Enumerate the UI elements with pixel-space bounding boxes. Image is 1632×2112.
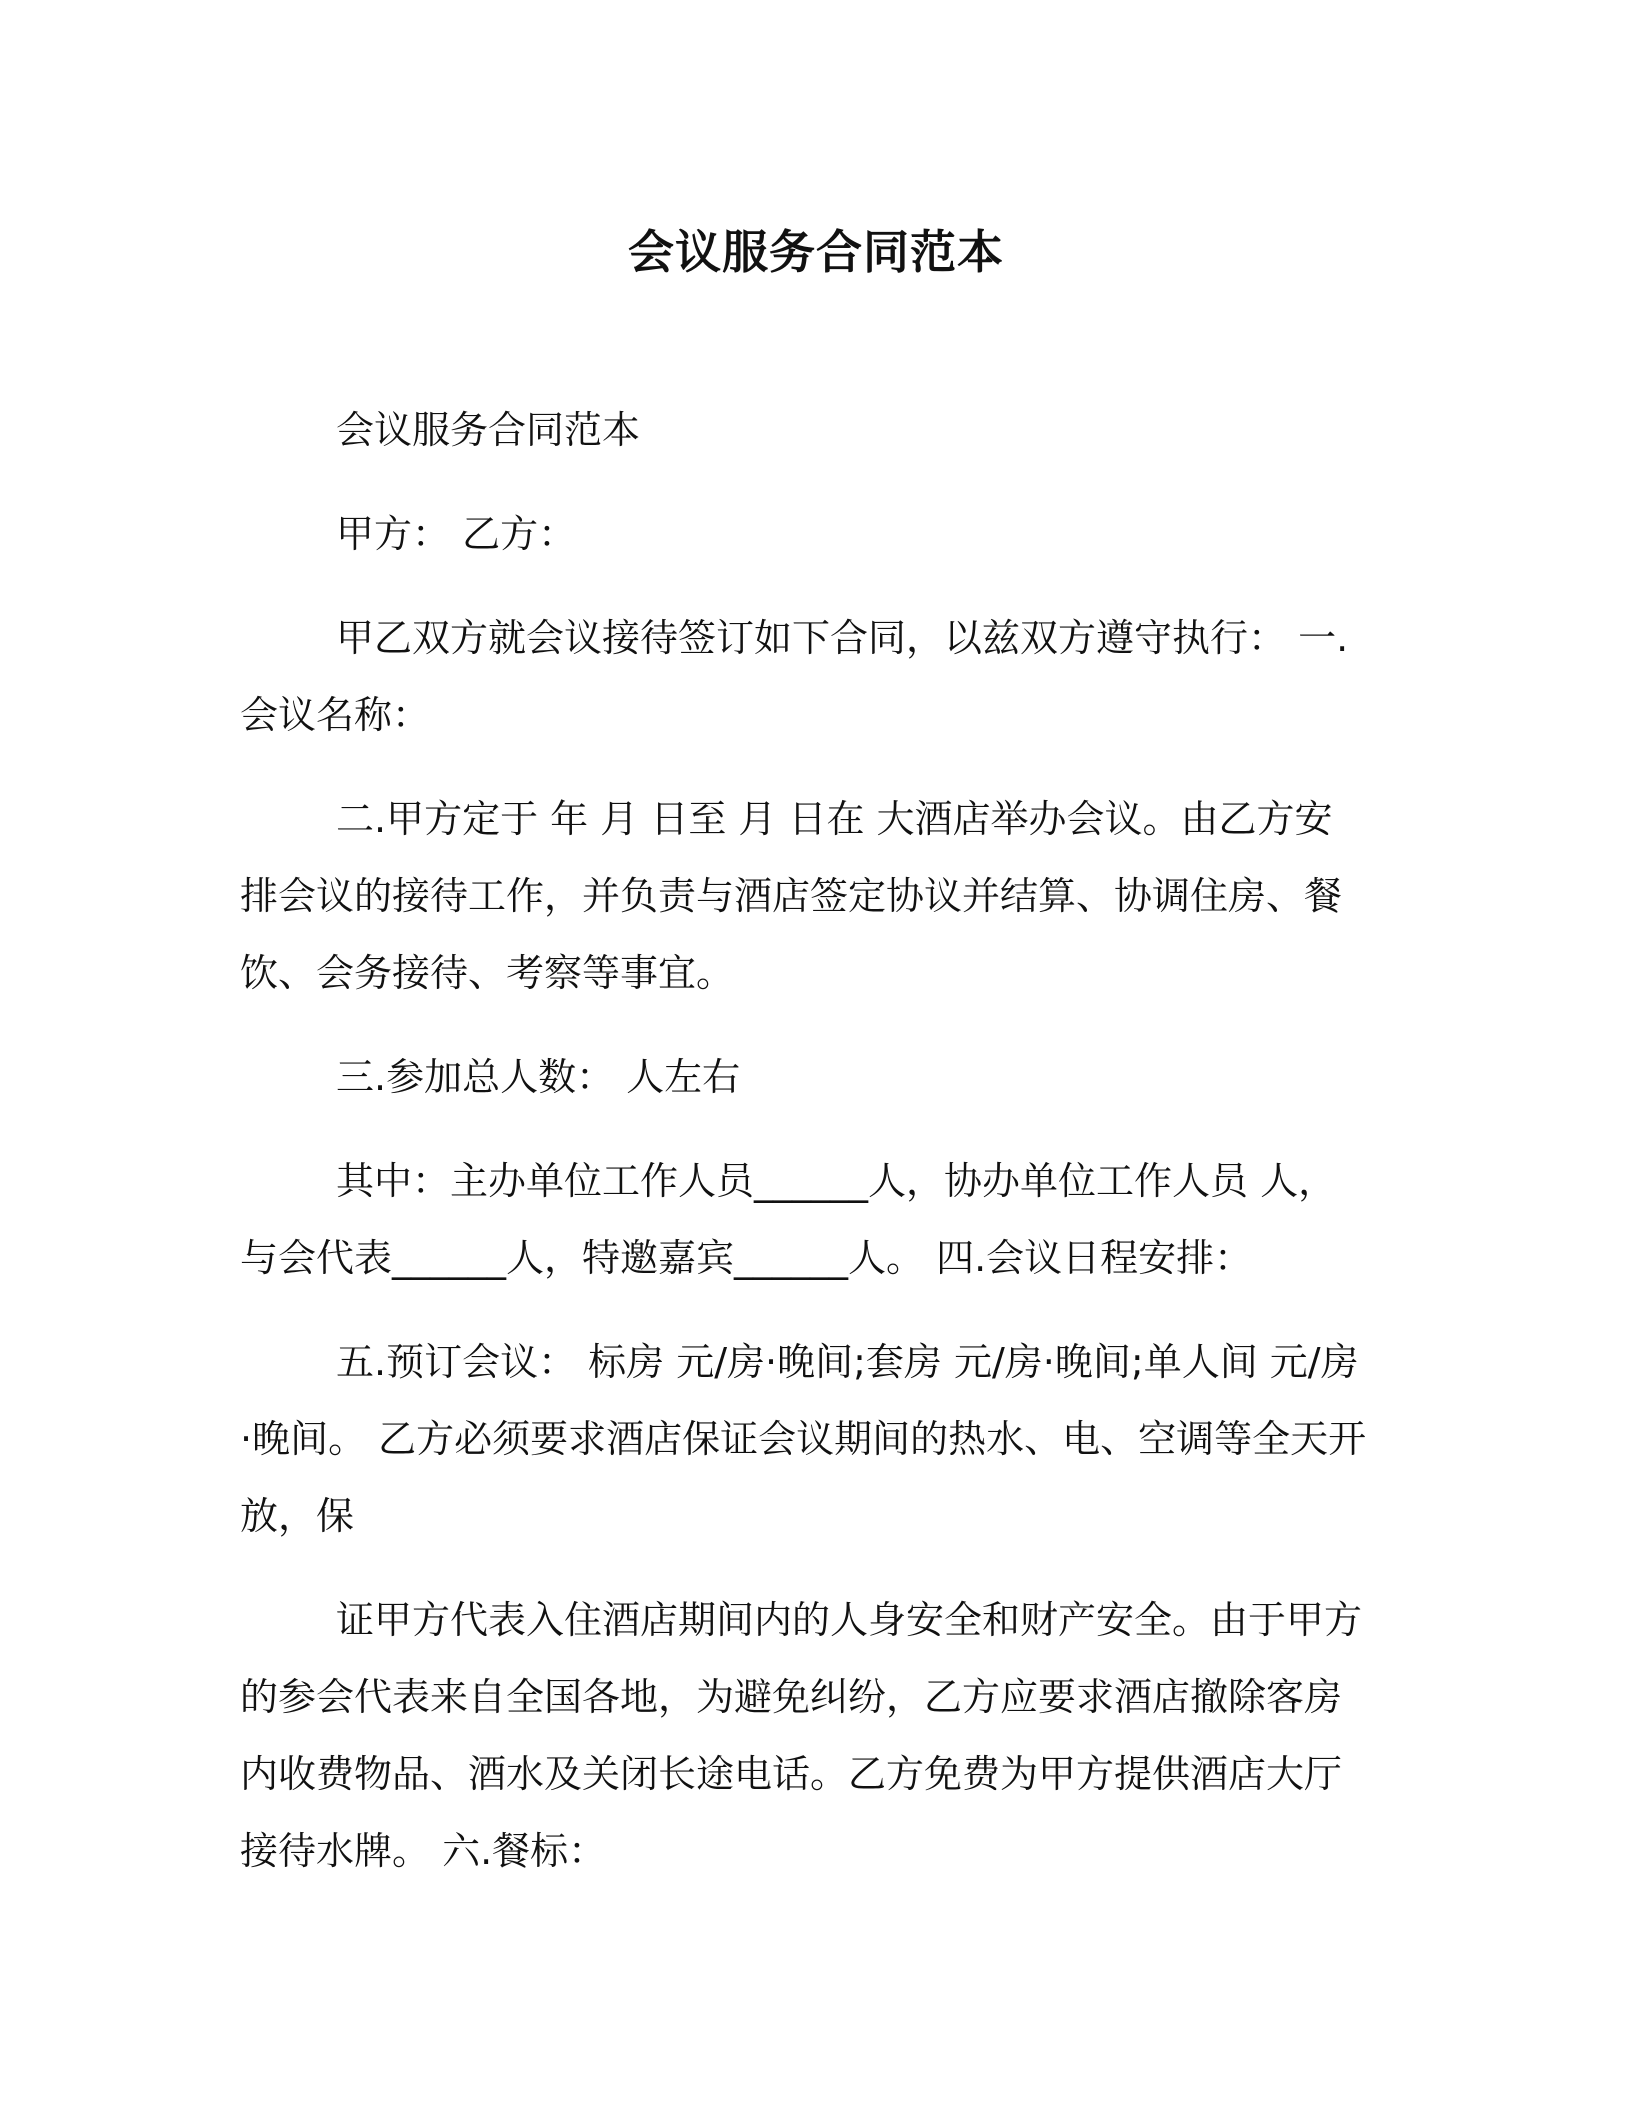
paragraph-room-booking: 五.预订会议： 标房 元/房·晚间;套房 元/房·晚间;单人间 元/房·晚间。 乙方必须要求酒店保证会议期间的热水、电、空调等全天开放，保 [240, 1340, 1367, 1538]
document-body [240, 392, 1370, 1917]
paragraph-total-attendees: 三.参加总人数： 人左右 [336, 1055, 741, 1099]
paragraph-parties: 甲方： 乙方： [336, 512, 577, 556]
paragraph-schedule-arrangement: 二.甲方定于 年 月 日至 月 日在 大酒店举办会议。由乙方安排会议的接待工作，并负责与酒店签定协议并结算、协调住房、餐饮、会务接待、考察等事宜。 [240, 797, 1343, 995]
paragraph-attendee-breakdown: 其中：主办单位工作人员______人，协办单位工作人员 人，与会代表______人，特邀嘉宾______人。 四.会议日程安排： [240, 1159, 1337, 1280]
paragraph-subtitle: 会议服务合同范本 [336, 408, 641, 452]
document-title: 会议服务合同范本 [628, 225, 1004, 279]
paragraph-intro-meeting-name: 甲乙双方就会议接待签订如下合同，以兹双方遵守执行： 一.会议名称： [240, 616, 1349, 737]
paragraph-safety-and-services: 证甲方代表入住酒店期间内的人身安全和财产安全。由于甲方的参会代表来自全国各地，为避免纠纷，乙方应要求酒店撤除客房内收费物品、酒水及关闭长途电话。乙方免费为甲方提供酒店大厅接待水牌。 六.餐标： [240, 1598, 1363, 1873]
